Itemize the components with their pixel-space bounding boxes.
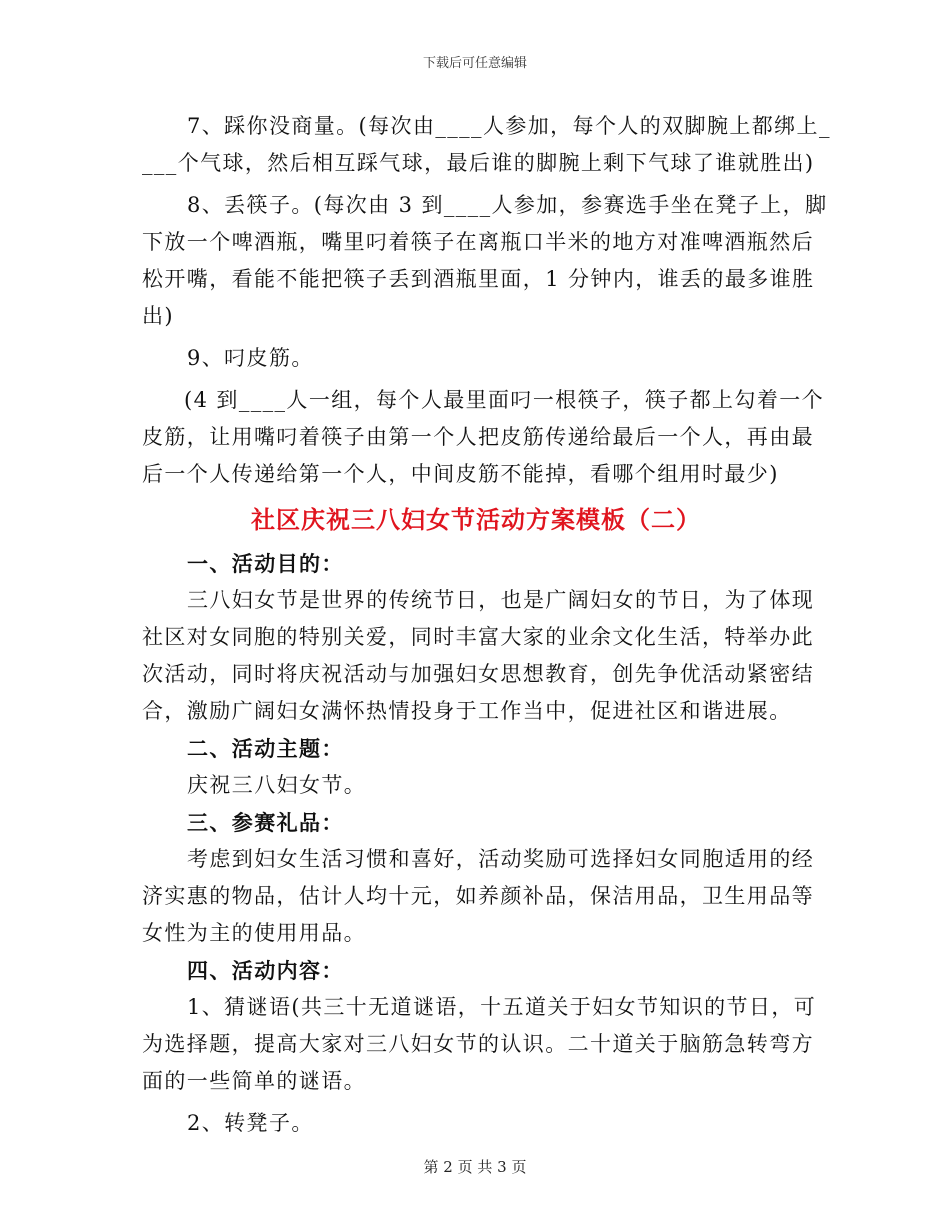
- item-7-line-1: 7、踩你没商量。(每次由____人参加，每个人的双脚腕上都绑上_: [187, 114, 831, 138]
- document-title: 社区庆祝三八妇女节活动方案模板（二）: [251, 505, 701, 534]
- content-item-1-line-2: 为选择题，提高大家对三八妇女节的认识。二十道关于脑筋急转弯方: [142, 1032, 814, 1056]
- item-9-desc-line-2: 皮筋，让用嘴叼着筷子由第一个人把皮筋传递给最后一个人，再由最: [142, 425, 814, 449]
- page-header: 下载后可任意编辑: [422, 56, 527, 71]
- heading-activity-theme: 二、活动主题：: [187, 736, 344, 761]
- item-7-line-2: ___个气球，然后相互踩气球，最后谁的脚腕上剩下气球了谁就胜出): [142, 151, 815, 175]
- document-body: [142, 108, 831, 1142]
- content-item-1-line-1: 1、猜谜语(共三十无道谜语，十五道关于妇女节知识的节日，可: [187, 995, 817, 1019]
- purpose-line-4: 合，激励广阔妇女满怀热情投身于工作当中，促进社区和谐进展。: [142, 699, 792, 723]
- item-8-line-1: 8、丢筷子。(每次由 3 到____人参加，参赛选手坐在凳子上，脚: [187, 193, 828, 217]
- purpose-line-2: 社区对女同胞的特别关爱，同时丰富大家的业余文化生活，特举办此: [142, 625, 814, 649]
- heading-activity-content: 四、活动内容：: [187, 958, 344, 983]
- heading-activity-purpose: 一、活动目的：: [187, 551, 344, 576]
- prizes-line-2: 济实惠的物品，估计人均十元，如养颜补品，保洁用品，卫生用品等: [142, 884, 814, 908]
- prizes-line-1: 考虑到妇女生活习惯和喜好，活动奖励可选择妇女同胞适用的经: [187, 847, 815, 871]
- item-8-line-3: 松开嘴，看能不能把筷子丢到酒瓶里面，1 分钟内，谁丢的最多谁胜: [142, 267, 815, 291]
- theme-text: 庆祝三八妇女节。: [187, 773, 367, 797]
- heading-prizes: 三、参赛礼品：: [187, 810, 344, 835]
- purpose-line-3: 次活动，同时将庆祝活动与加强妇女思想教育，创先争优活动紧密结: [142, 662, 814, 686]
- item-8-line-2: 下放一个啤酒瓶，嘴里叼着筷子在离瓶口半米的地方对准啤酒瓶然后: [142, 230, 814, 254]
- item-9-heading: 9、叼皮筋。: [187, 346, 314, 370]
- content-item-2: 2、转凳子。: [187, 1111, 314, 1135]
- purpose-line-1: 三八妇女节是世界的传统节日，也是广阔妇女的节日，为了体现: [187, 588, 815, 612]
- prizes-line-3: 女性为主的使用用品。: [142, 921, 366, 945]
- page-footer: 第 2 页 共 3 页: [423, 1158, 527, 1176]
- item-9-desc-line-3: 后一个人传递给第一个人，中间皮筋不能掉，看哪个组用时最少): [142, 462, 779, 486]
- content-item-1-line-3: 面的一些简单的谜语。: [142, 1069, 366, 1093]
- item-8-line-4: 出): [142, 304, 174, 328]
- item-9-desc-line-1: (4 到____人一组，每个人最里面叼一根筷子，筷子都上勾着一个: [184, 388, 825, 412]
